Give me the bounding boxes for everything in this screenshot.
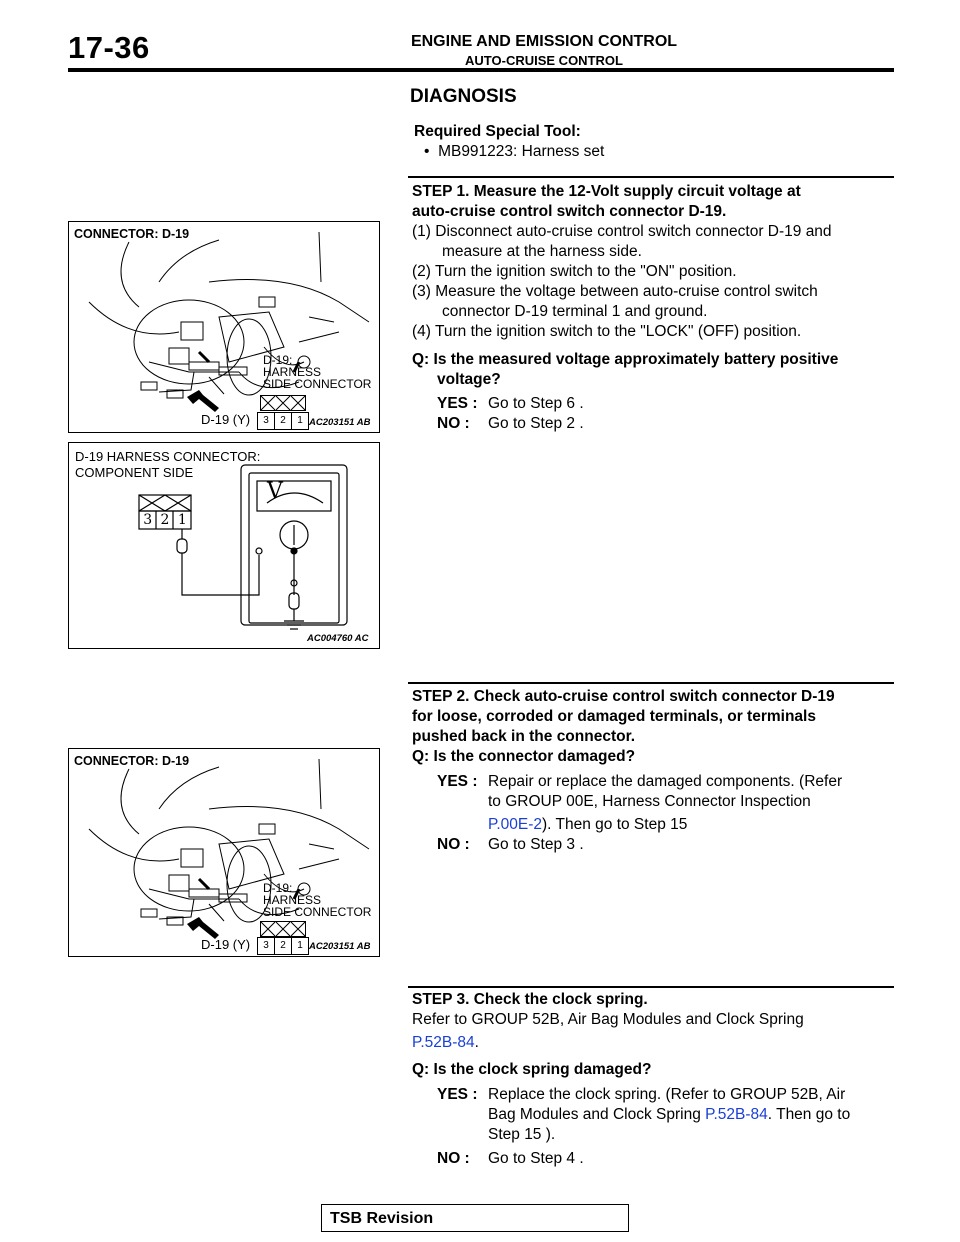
step3-body-2: P.52B-84. xyxy=(412,1034,479,1051)
step1-yes-label: YES : xyxy=(437,395,478,412)
steering-column-illustration xyxy=(69,222,379,432)
step2-yes-3: P.00E-2). Then go to Step 15 xyxy=(488,816,688,833)
step2-title-2: for loose, corroded or damaged terminals, or terminals xyxy=(412,708,816,725)
step1-item3-2: connector D-19 terminal 1 and ground. xyxy=(442,303,708,320)
fig3-pin-row xyxy=(257,937,309,955)
step1-title-2: auto-cruise control switch connector D-19. xyxy=(412,203,727,220)
step2-title-1: STEP 2. Check auto-cruise control switch connector D-19 xyxy=(412,688,835,705)
pin: 2 xyxy=(275,938,292,954)
step3-yes-1: Replace the clock spring. (Refer to GROUP 52B, Air xyxy=(488,1086,846,1103)
step3-title: STEP 3. Check the clock spring. xyxy=(412,991,648,1008)
step1-yes-text: Go to Step 6 . xyxy=(488,395,584,412)
fig2-title: D-19 HARNESS CONNECTOR: COMPONENT SIDE xyxy=(75,449,261,480)
header-rule xyxy=(68,68,894,72)
step1-item1-2: measure at the harness side. xyxy=(442,243,642,260)
tsb-revision-box: TSB Revision xyxy=(321,1204,629,1232)
step3-yes-3: Step 15 ). xyxy=(488,1126,556,1143)
section-title: ENGINE AND EMISSION CONTROL xyxy=(410,33,678,50)
fig1-connector-top xyxy=(260,395,306,411)
fig3-connector-top xyxy=(260,921,306,937)
fig3-note: D-19: HARNESS SIDE CONNECTOR xyxy=(263,881,372,919)
step2-no-label: NO : xyxy=(437,836,470,853)
fig2-code: AC004760 AC xyxy=(307,633,369,644)
step1-question-2: voltage? xyxy=(437,371,501,388)
tool-label: Required Special Tool: xyxy=(414,123,581,140)
bullet-icon: • xyxy=(424,143,430,160)
step2-yes-2: to GROUP 00E, Harness Connector Inspection xyxy=(488,793,811,810)
fig1-note: D-19: HARNESS SIDE CONNECTOR xyxy=(263,353,372,391)
pin: 3 xyxy=(258,413,275,429)
pin: 1 xyxy=(297,940,303,951)
pointer-arrow-icon xyxy=(187,390,219,412)
steering-column-illustration xyxy=(69,749,379,956)
pointer-arrow-icon xyxy=(187,917,219,939)
step2-question: Q: Is the connector damaged? xyxy=(412,748,636,765)
step1-rule xyxy=(408,176,894,178)
step2-yes-label: YES : xyxy=(437,773,478,790)
step1-item4: (4) Turn the ignition switch to the "LOCK" (OFF) position. xyxy=(412,323,802,340)
figure-connector-d19-step2 xyxy=(68,748,380,957)
step2-title-3: pushed back in the connector. xyxy=(412,728,636,745)
step1-no-text: Go to Step 2 . xyxy=(488,415,584,432)
pin: 1 xyxy=(297,415,303,426)
step3-no-label: NO : xyxy=(437,1150,470,1167)
pin: 3 xyxy=(258,938,275,954)
pin: 2 xyxy=(275,413,292,429)
fig2-meter-symbol: V xyxy=(267,479,283,504)
pin: 2 xyxy=(160,512,170,528)
fig1-pin-row xyxy=(257,412,309,430)
step2-yes-1: Repair or replace the damaged components. (Refer xyxy=(488,773,843,790)
pin: 3 xyxy=(143,512,153,528)
step1-item1-1: (1) Disconnect auto-cruise control switch connector D-19 and xyxy=(412,223,832,240)
step3-yes-label: YES : xyxy=(437,1086,478,1103)
step1-question-1: Q: Is the measured voltage approximately battery positive xyxy=(412,351,839,368)
link-p00e-2[interactable]: P.00E-2 xyxy=(488,816,543,833)
fig3-title: CONNECTOR: D-19 xyxy=(74,754,190,768)
subsection-title: AUTO-CRUISE CONTROL xyxy=(465,53,623,68)
fig2-pin-row xyxy=(139,511,191,529)
step2-no-text: Go to Step 3 . xyxy=(488,836,584,853)
step1-no-label: NO : xyxy=(437,415,470,432)
figure-harness-component-side xyxy=(68,442,380,649)
step3-rule xyxy=(408,986,894,988)
tool-item: • MB991223: Harness set xyxy=(424,143,605,160)
step3-no-text: Go to Step 4 . xyxy=(488,1150,584,1167)
step2-rule xyxy=(408,682,894,684)
page-number: 17-36 xyxy=(68,30,150,65)
step1-item2: (2) Turn the ignition switch to the "ON" position. xyxy=(412,263,737,280)
fig1-title: CONNECTOR: D-19 xyxy=(74,227,190,241)
fig1-connector-label: D-19 (Y) xyxy=(201,412,251,427)
step3-question: Q: Is the clock spring damaged? xyxy=(412,1061,652,1078)
voltmeter-diagram xyxy=(69,443,379,648)
step1-title-1: STEP 1. Measure the 12-Volt supply circuit voltage at xyxy=(412,183,801,200)
figure-connector-d19 xyxy=(68,221,380,433)
step3-yes-2: Bag Modules and Clock Spring P.52B-84. Then go to xyxy=(488,1106,851,1123)
link-p52b-84-yes[interactable]: P.52B-84 xyxy=(705,1106,768,1123)
pin: 1 xyxy=(177,512,187,528)
fig1-code: AC203151 AB xyxy=(309,417,371,428)
step3-body-1: Refer to GROUP 52B, Air Bag Modules and Clock Spring xyxy=(412,1011,804,1028)
fig3-connector-label: D-19 (Y) xyxy=(201,937,251,952)
fig3-code: AC203151 AB xyxy=(309,941,371,952)
diagnosis-heading: DIAGNOSIS xyxy=(410,86,517,107)
link-p52b-84[interactable]: P.52B-84 xyxy=(412,1034,475,1051)
step1-item3-1: (3) Measure the voltage between auto-cruise control switch xyxy=(412,283,818,300)
